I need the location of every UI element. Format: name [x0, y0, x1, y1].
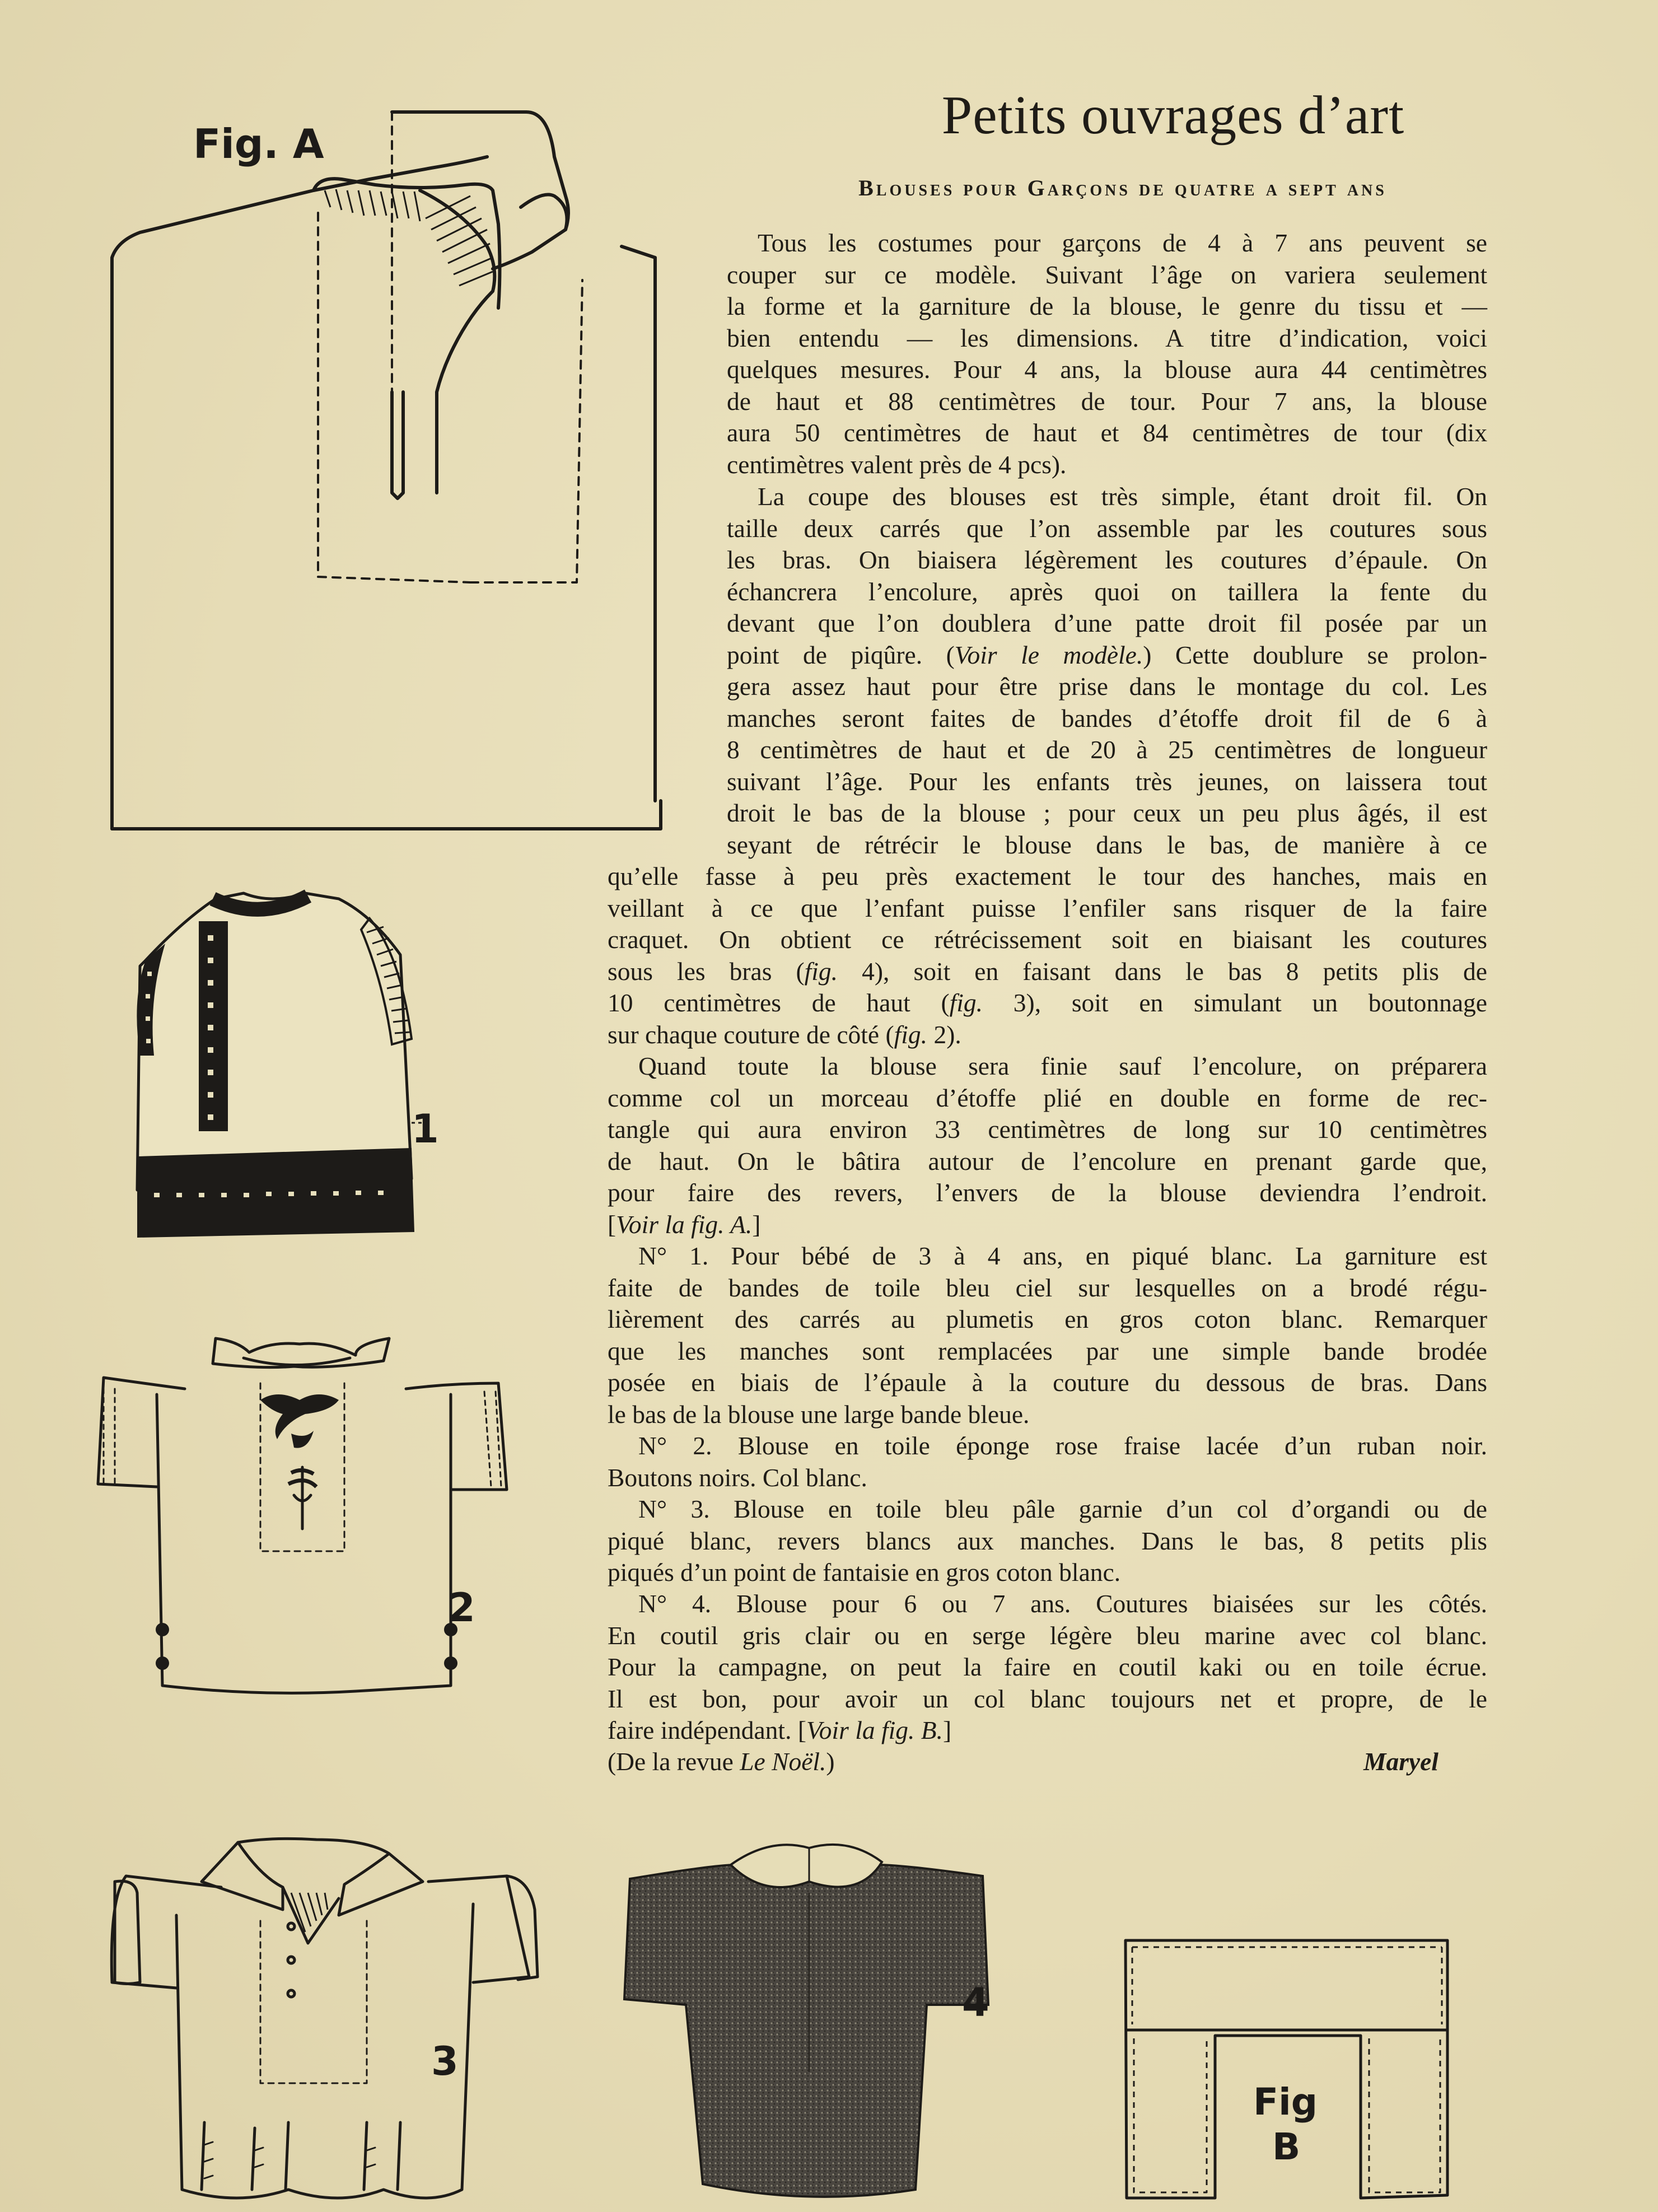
text-line: lièrement des carrés au plumetis en gros coton blanc. Remarquer — [608, 1305, 1487, 1333]
figure-4-blouse — [624, 1831, 1016, 2212]
figure-3-blouse — [104, 1831, 568, 2212]
source-credit: (De la revue Le Noël.) — [608, 1747, 835, 1776]
figure-b-label-fig: Fig — [1253, 2080, 1318, 2124]
paragraph-cutting — [727, 481, 1487, 861]
figure-b-collar-pattern — [1120, 1935, 1456, 2212]
text-line: piqué blanc, revers blancs aux manches. Dans le bas, 8 petits plis — [608, 1526, 1487, 1555]
paragraph-collar — [608, 1051, 1487, 1240]
text-line: Il est bon, pour avoir un col blanc toujours net et propre, de le — [608, 1684, 1487, 1713]
text-line: qu’elle fasse à peu près exactement le tour des hanches, mais en — [608, 862, 1487, 890]
text-line: le bas de la blouse une large bande bleue. — [608, 1399, 1030, 1429]
text-line: En coutil gris clair ou en serge légère bleu marine avec col blanc. — [608, 1621, 1487, 1650]
text-line: N° 4. Blouse pour 6 ou 7 ans. Coutures biaisées sur les côtés. — [638, 1589, 1487, 1618]
text-line: que les manches sont remplacées par une simple bande brodée — [608, 1336, 1487, 1365]
text-line: seyant de rétrécir le blouse dans le bas, de manière à ce — [727, 830, 1487, 859]
text-line: suivant l’âge. Pour les enfants très jeunes, on laissera tout — [727, 767, 1487, 796]
figure-2-blouse — [92, 1327, 518, 1702]
text-line: taille deux carrés que l’on assemble par les coutures sous — [727, 514, 1487, 543]
text-line: veillant à ce que l’enfant puisse l’enfiler sans risquer de la faire — [608, 893, 1487, 922]
text-line: pour faire des revers, l’envers de la blouse deviendra l’endroit. — [608, 1178, 1487, 1207]
text-line: gera assez haut pour être prise dans le montage du col. Les — [727, 672, 1487, 701]
figure-a-blouse-pattern — [106, 101, 666, 840]
text-line: point de piqûre. (Voir le modèle.) Cette doublure se prolon- — [727, 640, 1488, 669]
figure-1-label: 1 — [412, 1106, 439, 1152]
paragraph-intro — [727, 227, 1487, 480]
text-line: La coupe des blouses est très simple, étant droit fil. On — [758, 482, 1487, 511]
figure-b-label-letter: B — [1272, 2125, 1301, 2168]
text-line: de haut. On le bâtira autour de l’encolure en prenant garde que, — [608, 1146, 1487, 1175]
text-line: Boutons noirs. Col blanc. — [608, 1463, 867, 1492]
text-line: la forme et la garniture de la blouse, le genre du tissu et — — [727, 292, 1487, 320]
paragraph-model-3 — [608, 1494, 1487, 1589]
article-title: Petits ouvrages d’art — [941, 85, 1405, 146]
text-line: craquet. On obtient ce rétrécissement soit en biaisant les coutures — [608, 925, 1487, 954]
figure-2-label: 2 — [448, 1585, 475, 1631]
article-subtitle: Blouses pour Garçons de quatre a sept ans — [858, 175, 1387, 200]
text-line: tangle qui aura environ 33 centimètres de long sur 10 centimètres — [608, 1115, 1487, 1144]
text-line: droit le bas de la blouse ; pour ceux un peu plus âgés, il est — [727, 799, 1487, 827]
text-line: 10 centimètres de haut (fig. 3), soit en simulant un boutonnage — [608, 988, 1488, 1017]
text-line: les bras. On biaisera légèrement les coutures d’épaule. On — [727, 545, 1487, 574]
text-line: sous les bras (fig. 4), soit en faisant dans le bas 8 petits plis de — [608, 956, 1487, 986]
text-line: Tous les costumes pour garçons de 4 à 7 ans peuvent se — [758, 228, 1487, 257]
text-line: Pour la campagne, on peut la faire en coutil kaki ou en toile écrue. — [608, 1653, 1487, 1681]
text-line: faire indépendant. [Voir la fig. B.] — [608, 1716, 952, 1744]
text-line: bien entendu — les dimensions. A titre d’indication, voici — [727, 323, 1487, 352]
figure-a-label: Fig. A — [193, 120, 324, 167]
figure-1-blouse — [115, 888, 428, 1257]
paragraph-model-2 — [608, 1430, 1487, 1494]
text-line: couper sur ce modèle. Suivant l’âge on variera seulement — [727, 260, 1487, 289]
text-line: centimètres valent près de 4 pcs). — [727, 450, 1067, 479]
paragraph-model-1 — [608, 1240, 1487, 1430]
text-line: faite de bandes de toile bleu ciel sur lesquelles on a brodé régu- — [608, 1273, 1487, 1302]
text-line: [Voir la fig. A.] — [608, 1210, 761, 1239]
figure-3-label: 3 — [431, 2038, 459, 2084]
text-line: de haut et 88 centimètres de tour. Pour 7 ans, la blouse — [727, 386, 1487, 416]
text-line: comme col un morceau d’étoffe plié en double en forme de rec- — [608, 1083, 1487, 1112]
text-line: posée en biais de l’épaule à la couture du dessous de bras. Dans — [608, 1368, 1487, 1397]
text-line: N° 3. Blouse en toile bleu pâle garnie d’un col d’organdi ou de — [638, 1495, 1487, 1523]
author-signature: Maryel — [1363, 1747, 1439, 1776]
text-line: N° 2. Blouse en toile éponge rose fraise lacée d’un ruban noir. — [638, 1431, 1487, 1460]
text-line: sur chaque couture de côté (fig. 2). — [608, 1020, 961, 1049]
text-line: piqués d’un point de fantaisie en gros coton blanc. — [608, 1558, 1121, 1586]
text-line: N° 1. Pour bébé de 3 à 4 ans, en piqué blanc. La garniture est — [638, 1242, 1487, 1270]
figure-4-label: 4 — [962, 1980, 989, 2026]
text-line: devant que l’on doublera d’une patte droit fil posée par un — [727, 609, 1487, 637]
text-line: Quand toute la blouse sera finie sauf l’encolure, on préparera — [638, 1052, 1487, 1080]
text-line: manches seront faites de bandes d’étoffe droit fil de 6 à — [727, 703, 1487, 732]
paragraph-model-4 — [608, 1588, 1487, 1747]
paragraph-cutting-continued — [608, 861, 1487, 1051]
text-line: 8 centimètres de haut et de 20 à 25 centimètres de longueur — [727, 735, 1487, 764]
text-line: quelques mesures. Pour 4 ans, la blouse aura 44 centimètres — [727, 355, 1487, 384]
text-line: aura 50 centimètres de haut et 84 centimètres de tour (dix — [727, 418, 1487, 447]
text-line: échancrera l’encolure, après quoi on taillera la fente du — [727, 577, 1487, 606]
